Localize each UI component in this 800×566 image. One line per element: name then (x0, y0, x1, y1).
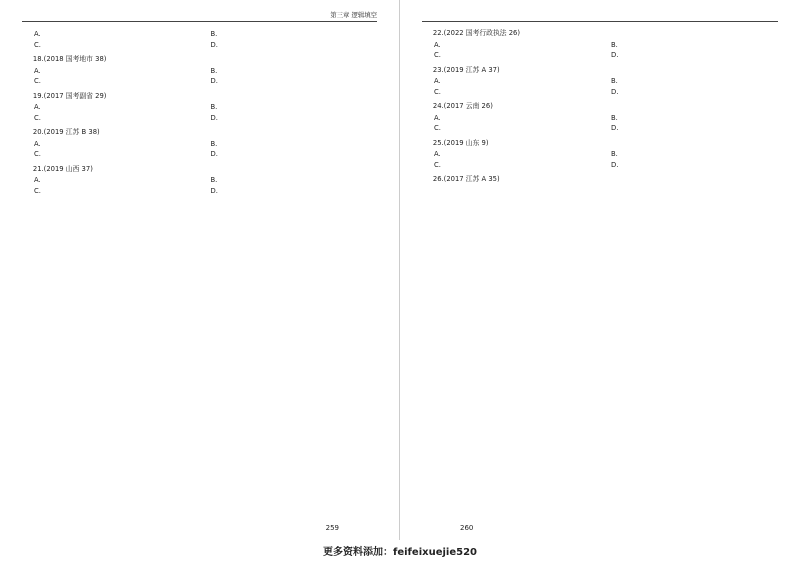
answer-option (434, 40, 601, 51)
option-key: C. (434, 160, 441, 169)
option-key: C. (434, 124, 441, 133)
question-block (422, 28, 778, 61)
option-key: D. (210, 40, 218, 49)
answer-option (34, 186, 201, 197)
answer-option (34, 66, 201, 77)
answer-option (211, 149, 378, 160)
answer-option (211, 29, 378, 40)
option-grid (434, 149, 778, 170)
option-key: C. (34, 77, 41, 86)
question-text: 26.(2017 江苏 A 35) (432, 175, 500, 184)
question-text: 25.(2019 山东 9) (432, 138, 489, 147)
answer-option (611, 123, 778, 134)
answer-option (434, 149, 601, 160)
option-grid (34, 102, 377, 123)
option-key: B. (210, 176, 218, 185)
left-page-number: 259 (325, 524, 339, 533)
option-key: D. (611, 160, 619, 169)
option-key: D. (611, 51, 619, 60)
answer-option (434, 113, 601, 124)
answer-option (34, 40, 201, 51)
answer-option (34, 139, 201, 150)
option-grid (34, 139, 377, 160)
option-key: A. (34, 103, 41, 112)
left-page (0, 0, 400, 540)
option-grid (34, 66, 377, 87)
right-page-number: 260 (460, 524, 474, 533)
question-text: 22.(2022 国考行政执法 26) (432, 29, 521, 37)
option-key: B. (611, 77, 618, 86)
answer-option (34, 102, 201, 113)
option-key: D. (210, 113, 218, 122)
answer-option (211, 113, 378, 124)
right-page (400, 0, 800, 540)
option-grid (434, 40, 778, 61)
right-running-header (422, 10, 778, 22)
answer-option (611, 87, 778, 98)
question-block (422, 101, 778, 134)
option-grid (434, 113, 778, 134)
answer-option (434, 123, 601, 134)
option-key: C. (34, 113, 41, 122)
option-key: B. (210, 66, 218, 75)
answer-option (211, 186, 378, 197)
question-text: 20.(2019 江苏 B 38) (32, 128, 100, 137)
answer-option (211, 139, 378, 150)
answer-option (34, 76, 201, 87)
question-block (22, 127, 377, 160)
question-text: 19.(2017 国考副省 29) (32, 91, 107, 100)
answer-option (611, 149, 778, 160)
option-key: C. (34, 186, 41, 195)
answer-option (611, 160, 778, 171)
answer-option (34, 29, 201, 40)
answer-option (434, 50, 601, 61)
answer-option (34, 175, 201, 186)
answer-option (434, 87, 601, 98)
option-key: D. (210, 77, 218, 86)
option-key: A. (434, 150, 441, 159)
left-header-title: 第三章 逻辑填空 (330, 10, 377, 19)
option-key: D. (210, 150, 218, 159)
answer-option (611, 50, 778, 61)
question-block (22, 164, 377, 197)
option-key: C. (34, 150, 41, 159)
option-key: B. (611, 150, 618, 159)
option-key: A. (34, 176, 41, 185)
footer-contact: 更多资料添加：feifeixuejie520 (323, 547, 477, 558)
option-key: D. (611, 87, 619, 96)
question-text: 21.(2019 山西 37) (32, 164, 93, 173)
answer-option (211, 40, 378, 51)
option-grid (34, 175, 377, 196)
question-text: 24.(2017 云南 26) (432, 102, 493, 111)
option-grid (434, 76, 778, 97)
option-key: A. (34, 139, 41, 148)
left-question-list (22, 29, 377, 196)
question-block (22, 91, 377, 124)
option-key: B. (611, 40, 618, 49)
answer-option (611, 113, 778, 124)
question-block (422, 138, 778, 171)
option-key: A. (434, 113, 441, 122)
question-block (22, 29, 377, 50)
option-key: C. (34, 40, 41, 49)
option-key: A. (34, 66, 41, 75)
answer-option (611, 76, 778, 87)
option-key: A. (434, 77, 441, 86)
option-key: C. (434, 87, 441, 96)
left-running-header (22, 10, 377, 22)
answer-option (211, 76, 378, 87)
answer-option (611, 40, 778, 51)
question-block (422, 65, 778, 98)
option-key: A. (434, 40, 441, 49)
option-grid (34, 29, 377, 50)
answer-option (34, 113, 201, 124)
answer-option (434, 160, 601, 171)
answer-option (211, 175, 378, 186)
option-key: D. (210, 186, 218, 195)
question-block (422, 174, 778, 185)
answer-option (434, 76, 601, 87)
answer-option (211, 66, 378, 77)
option-key: D. (611, 124, 619, 133)
option-key: C. (434, 51, 441, 60)
option-key: A. (34, 30, 41, 38)
option-key: B. (210, 30, 218, 38)
answer-option (34, 149, 201, 160)
question-text: 23.(2019 江苏 A 37) (432, 65, 500, 74)
question-text: 18.(2018 国考地市 38) (32, 55, 107, 64)
option-key: B. (210, 103, 218, 112)
question-block (22, 54, 377, 87)
right-question-list (422, 28, 778, 185)
option-key: B. (210, 139, 218, 148)
option-key: B. (611, 113, 618, 122)
answer-option (211, 102, 378, 113)
